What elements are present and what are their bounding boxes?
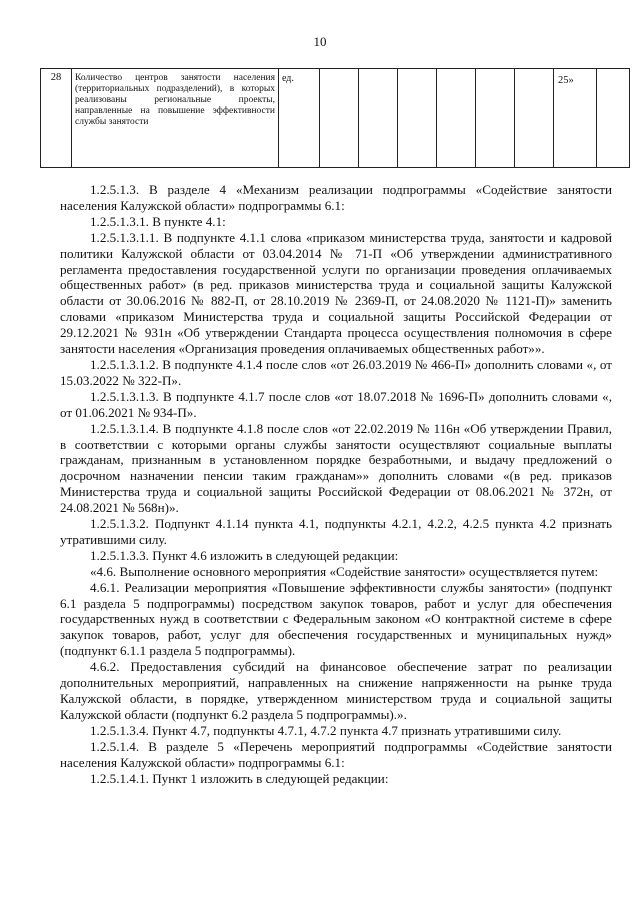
table-row bbox=[41, 69, 630, 168]
paragraph: 1.2.5.1.3. В разделе 4 «Механизм реализации подпрограммы «Содействие занятости населения Калужской области» подпрограммы 6.1: bbox=[60, 182, 612, 213]
row-number: 28 bbox=[41, 69, 72, 168]
document-body bbox=[60, 182, 612, 786]
page-number: 10 bbox=[313, 34, 327, 49]
empty-cell bbox=[597, 69, 630, 168]
paragraph: 1.2.5.1.3.1.4. В подпункте 4.1.8 после слов «от 22.02.2019 № 116н «Об утверждении Правил, в соответствии с которыми органы службы занятости осуществляют социальные выплаты гражданам, признанным в установленном порядке безработными, и выдачу предложений о досрочном назначении пенсии таким гражданам»» дополнить словами «(в ред. приказов Министерства труда и социальной защиты Российской Федерации от 08.06.2021 № 372н, от 24.08.2021 № 568н)». bbox=[60, 420, 612, 516]
paragraph: 1.2.5.1.3.3. Пункт 4.6 изложить в следующей редакции: bbox=[90, 547, 399, 563]
paragraph: 1.2.5.1.3.1.3. В подпункте 4.1.7 после слов «от 18.07.2018 № 1696-П» дополнить словами «, от 01.06.2021 № 934-П». bbox=[60, 388, 612, 420]
paragraph: 1.2.5.1.4. В разделе 5 «Перечень мероприятий подпрограммы «Содействие занятости населения Калужской области» подпрограммы 6.1: bbox=[60, 738, 612, 770]
paragraph: 1.2.5.1.3.1. В пункте 4.1: bbox=[90, 213, 226, 229]
empty-cell bbox=[437, 69, 476, 168]
empty-cell bbox=[476, 69, 515, 168]
indicator-description: Количество центров занятости населения (территориальных подразделений), в которых реализованы региональные проекты, направленные на повышение эффективности службы занятости bbox=[72, 69, 279, 168]
paragraph: 1.2.5.1.3.4. Пункт 4.7, подпункты 4.7.1, 4.7.2 пункта 4.7 признать утратившими силу. bbox=[90, 722, 562, 738]
paragraph: 4.6.1. Реализации мероприятия «Повышение эффективности службы занятости» (подпункт 6.1 раздела 5 подпрограммы) посредством закупок товаров, работ и услуг для обеспечения государственных нужд в соответствии с Федеральным законом «О контрактной системе в сфере закупок товаров, работ, услуг для обеспечения государственных и муниципальных нужд» (подпункт 6.1.1 раздела 5 подпрограммы). bbox=[60, 579, 612, 659]
empty-cell bbox=[359, 69, 398, 168]
paragraph: 4.6.2. Предоставления субсидий на финансовое обеспечение затрат по реализации дополнительных мероприятий, направленных на снижение напряженности на рынке труда Калужской области, в порядке, утвержденном министерством труда и социальной защиты Калужской области (подпункт 6.2 раздела 5 подпрограммы).». bbox=[60, 659, 612, 722]
empty-cell bbox=[398, 69, 437, 168]
paragraph: «4.6. Выполнение основного мероприятия «Содействие занятости» осуществляется путем: bbox=[90, 563, 599, 579]
paragraph: 1.2.5.1.4.1. Пункт 1 изложить в следующей редакции: bbox=[90, 770, 389, 786]
indicator-table bbox=[40, 68, 630, 168]
unit-cell: ед. bbox=[279, 69, 320, 168]
value-cell: 25» bbox=[554, 69, 597, 168]
empty-cell bbox=[320, 69, 359, 168]
paragraph: 1.2.5.1.3.2. Подпункт 4.1.14 пункта 4.1, подпункты 4.2.1, 4.2.2, 4.2.5 пункта 4.2 признать утратившими силу. bbox=[60, 516, 612, 547]
empty-cell bbox=[515, 69, 554, 168]
paragraph: 1.2.5.1.3.1.2. В подпункте 4.1.4 после слов «от 26.03.2019 № 466-П» дополнить словами «, от 15.03.2022 № 322-П». bbox=[60, 356, 612, 388]
paragraph: 1.2.5.1.3.1.1. В подпункте 4.1.1 слова «приказом министерства труда, занятости и кадровой политики Калужской области от 03.04.2014 № 71-П «Об утверждении административного регламента предоставления государственной услуги по организации проведения оплачиваемых общественных работ» (в ред. приказов министерства труда и социальной защиты Калужской области от 30.06.2016 № 882-П, от 28.10.2019 № 2369-П, от 24.08.2020 № 1121-П)» заменить словами «приказом Министерства труда и социальной защиты Российской Федерации от 29.12.2021 № 931н «Об утверждении Стандарта процесса осуществления полномочия в сфере занятости населения «Организация проведения оплачиваемых общественных работ»». bbox=[60, 229, 612, 357]
